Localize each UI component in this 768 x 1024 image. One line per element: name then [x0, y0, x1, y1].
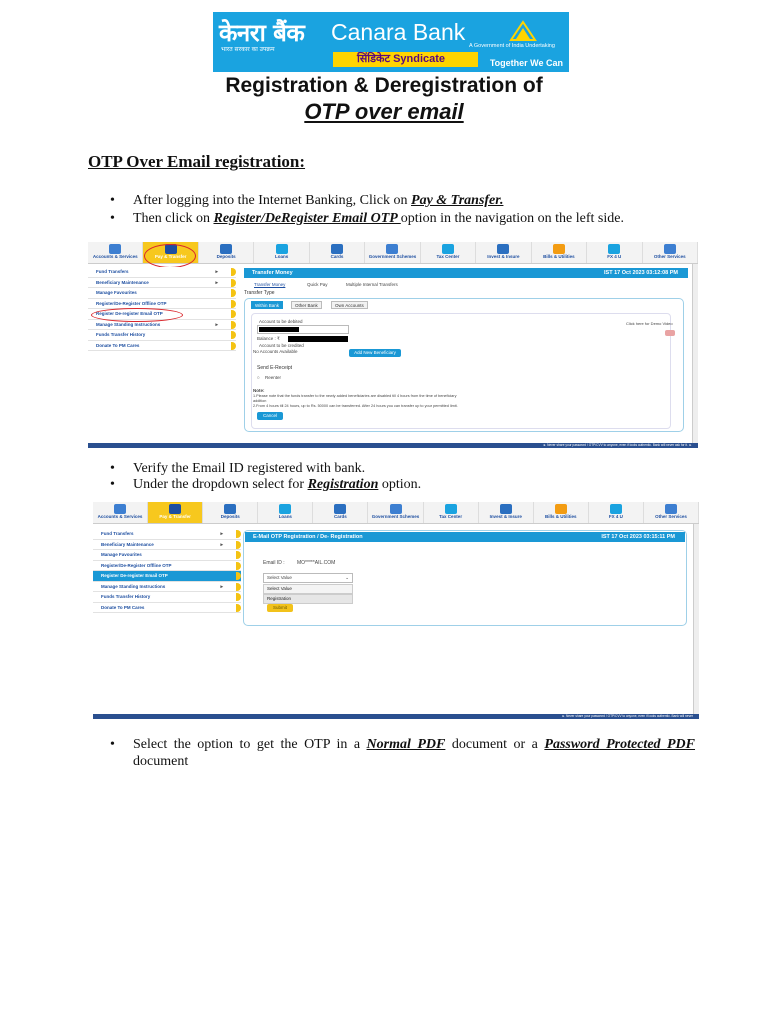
email-id-label: Email ID :: [263, 560, 285, 566]
redacted-value: [259, 327, 299, 332]
bullet-icon: •: [110, 737, 115, 752]
receipt-option-label: Reenter: [265, 375, 282, 380]
list-item: [110, 210, 695, 227]
chevron-right-icon: ▸: [215, 321, 218, 328]
panel-header: Transfer Money IST 17 Oct 2023 03:12:08 PM: [244, 268, 688, 278]
page-title: Registration & Deregistration of: [225, 74, 543, 97]
loan-icon: [276, 244, 288, 254]
nav-accounts-services[interactable]: Accounts & Services: [88, 242, 143, 263]
bullet-icon: •: [110, 461, 115, 476]
email-id-value: MO*****AIL.COM: [297, 560, 336, 566]
subtab-multiple-transfers[interactable]: Multiple Internal Transfers: [346, 282, 398, 287]
bullet-text: option.: [378, 477, 422, 492]
cancel-button[interactable]: Cancel: [257, 412, 283, 420]
invest-icon: [500, 504, 512, 514]
highlight-circle: [144, 244, 196, 268]
sidebar-item-transfer-history[interactable]: Funds Transfer History: [88, 330, 236, 341]
chevron-right-icon: ▸: [220, 541, 223, 548]
sidebar-item-fund-transfers[interactable]: Fund Transfers ▸: [93, 529, 241, 540]
bullet-text: Verify the Email ID registered with bank.: [133, 461, 366, 476]
sidebar-item-offline-otp[interactable]: Register/De-Register Offline OTP: [93, 561, 241, 572]
logo-hindi-name: केनरा बैंक: [219, 19, 305, 47]
highlight-circle: [91, 308, 183, 322]
send-receipt-label: Send E-Receipt: [257, 365, 293, 371]
card-icon: [334, 504, 346, 514]
deposit-icon: [220, 244, 232, 254]
nav-tax-center[interactable]: Tax Center: [421, 242, 476, 263]
canara-bank-logo: [213, 12, 569, 72]
timestamp: IST 17 Oct 2023 03:12:08 PM: [604, 270, 678, 276]
nav-tax-center[interactable]: Tax Center: [424, 502, 479, 523]
video-close-icon[interactable]: [665, 330, 675, 336]
add-beneficiary-button[interactable]: Add New Beneficiary: [349, 349, 401, 357]
transfer-arrows-icon: [169, 504, 181, 514]
bullet-text: After logging into the Internet Banking, Click on: [133, 193, 412, 208]
sidebar-item-favourites[interactable]: Manage Favourites: [93, 550, 241, 561]
nav-deposits[interactable]: Deposits: [199, 242, 254, 263]
gear-icon: [664, 244, 676, 254]
nav-invest-insure[interactable]: Invest & Insure: [479, 502, 534, 523]
nav-loans[interactable]: Loans: [254, 242, 309, 263]
nav-fx4u[interactable]: FX 4 U: [587, 242, 642, 263]
subtab-transfer-money[interactable]: Transfer Money: [254, 282, 286, 287]
fx4u-icon: [610, 504, 622, 514]
receipt-radio-icon[interactable]: ○: [257, 375, 260, 380]
subtab-quick-pay[interactable]: Quick Pay: [307, 282, 328, 287]
nav-loans[interactable]: Loans: [258, 502, 313, 523]
list-item: [110, 192, 695, 209]
bullet-text: Select the option to get the OTP in a: [133, 737, 367, 752]
sidebar-item-beneficiary[interactable]: Beneficiary Maintenance ▸: [88, 278, 236, 289]
chevron-right-icon: ▸: [215, 279, 218, 286]
nav-bills-utilities[interactable]: Bills & Utilities: [534, 502, 589, 523]
no-accounts-text: No Accounts Available: [253, 349, 298, 354]
nav-government-schemes[interactable]: Government Schemes: [368, 502, 423, 523]
logo-tagline: Together We Can: [489, 58, 563, 68]
bharat-billpay-icon: [555, 504, 567, 514]
bullet-text: document or a: [445, 737, 545, 752]
fx4u-icon: [608, 244, 620, 254]
sidebar-item-standing-instructions[interactable]: Manage Standing Instructions ▸: [93, 582, 241, 593]
transfer-type-label: Transfer Type: [244, 290, 275, 296]
canara-emblem-icon: [509, 20, 537, 42]
sidebar-item-standing-instructions[interactable]: Manage Standing Instructions ▸: [88, 320, 236, 331]
sidebar-item-email-otp[interactable]: Register De-register Email OTP: [88, 309, 236, 320]
timestamp: IST 17 Oct 2023 03:15:11 PM: [601, 534, 675, 540]
bullet-emphasis: Password Protected PDF: [544, 737, 696, 752]
sidebar-item-offline-otp[interactable]: Register/De-Register Offline OTP: [88, 299, 236, 310]
gear-icon: [665, 504, 677, 514]
dropdown-option[interactable]: Select Value: [263, 584, 353, 594]
sidebar-item-beneficiary[interactable]: Beneficiary Maintenance ▸: [93, 540, 241, 551]
government-icon: [390, 504, 402, 514]
note-line-1b: addition: [253, 399, 267, 403]
nav-deposits[interactable]: Deposits: [203, 502, 258, 523]
redacted-value: [288, 336, 348, 342]
chevron-right-icon: ▸: [215, 269, 218, 275]
chevron-right-icon: ▸: [220, 531, 223, 537]
nav-other-services[interactable]: Other Services: [643, 242, 698, 263]
bullet-emphasis: Register/DeRegister Email OTP: [213, 211, 401, 226]
tax-icon: [442, 244, 454, 254]
nav-pay-transfer[interactable]: Pay & Transfer: [148, 502, 203, 523]
bullet-text: Under the dropdown select for: [133, 477, 308, 492]
tab-other-bank[interactable]: Other Bank: [291, 301, 322, 309]
loan-icon: [279, 504, 291, 514]
list-item: [110, 476, 695, 493]
sidebar-item-pm-cares[interactable]: Donate To PM Cares: [88, 341, 236, 352]
nav-cards[interactable]: Cards: [313, 502, 368, 523]
bharat-billpay-icon: [553, 244, 565, 254]
logo-brand-name: Canara Bank: [331, 19, 466, 45]
sidebar-item-fund-transfers[interactable]: Fund Transfers ▸: [88, 267, 236, 278]
sidebar-item-transfer-history[interactable]: Funds Transfer History: [93, 592, 241, 603]
note-line-2: 2.From 4 hours till 24 hours, up to Rs. 50000 can be transferred. After 24 hours you can transfer up to your permitted limit.: [253, 404, 458, 408]
accounts-icon: [109, 244, 121, 254]
nav-government-schemes[interactable]: Government Schemes: [365, 242, 420, 263]
submit-button[interactable]: Submit: [267, 604, 293, 612]
nav-invest-insure[interactable]: Invest & Insure: [476, 242, 531, 263]
scrollbar[interactable]: [692, 264, 698, 444]
bullet-icon: •: [110, 211, 115, 226]
sidebar-item-email-otp[interactable]: Register De-register Email OTP: [93, 571, 241, 582]
nav-pay-transfer[interactable]: Pay & Transfer: [143, 242, 198, 263]
nav-accounts-services[interactable]: Accounts & Services: [93, 502, 148, 523]
registration-select[interactable]: Select Value ⌄: [263, 573, 353, 583]
bullet-text: option in the navigation on the left side.: [400, 211, 624, 226]
list-item: [110, 736, 695, 770]
balance-label: Balance : ₹: [257, 336, 280, 341]
bullet-text: document: [133, 754, 189, 769]
chevron-right-icon: ▸: [220, 583, 223, 590]
side-menu: [93, 529, 241, 613]
bullet-text: Then click on: [133, 211, 214, 226]
deposit-icon: [224, 504, 236, 514]
security-ticker: ► Never share your password / OTP/CVV to anyone, even if looks authentic. Bank will never: [93, 714, 699, 719]
top-navigation: [93, 502, 699, 524]
logo-syndicate: सिंडिकेट Syndicate: [333, 52, 478, 67]
dropdown-option-registration[interactable]: Registration: [263, 594, 353, 604]
tab-within-bank[interactable]: Within Bank: [251, 301, 283, 309]
tax-icon: [445, 504, 457, 514]
note-label: Note:: [253, 388, 265, 393]
demo-video-link[interactable]: Click here for Demo Video: [626, 321, 673, 326]
card-icon: [331, 244, 343, 254]
page-subtitle: OTP over email: [304, 99, 464, 124]
security-ticker: ► Never share your password / OTP/CVV to anyone, even if looks authentic. Bank will never ask for it. ►: [88, 443, 698, 448]
bullet-emphasis: Pay & Transfer.: [411, 193, 504, 208]
sidebar-item-favourites[interactable]: Manage Favourites: [88, 288, 236, 299]
government-icon: [386, 244, 398, 254]
account-debited-label: Account to be debited: [259, 319, 303, 324]
nav-fx4u[interactable]: FX 4 U: [589, 502, 644, 523]
screenshot-transfer-money: [88, 242, 698, 450]
bullet-emphasis: Normal PDF: [366, 737, 446, 752]
scrollbar[interactable]: [693, 524, 699, 714]
nav-other-services[interactable]: Other Services: [644, 502, 699, 523]
account-credited-label: Account to be credited: [259, 343, 304, 348]
sidebar-item-pm-cares[interactable]: Donate To PM Cares: [93, 603, 241, 614]
screenshot-email-otp-registration: [93, 502, 699, 722]
panel-header: E-Mail OTP Registration / De- Registration IST 17 Oct 2023 03:15:11 PM: [245, 532, 685, 542]
note-line-1: 1.Please note that the funds transfer to the newly added beneficiaries are disabled till 4 hours from the time of beneficiary: [253, 394, 457, 398]
bullet-emphasis: Registration: [307, 477, 379, 492]
logo-government-note: A Government of India Undertaking: [469, 43, 555, 49]
transfer-panel: [244, 298, 684, 432]
bullet-icon: •: [110, 193, 115, 208]
chevron-down-icon: ⌄: [345, 575, 349, 580]
list-item: [110, 460, 695, 477]
nav-cards[interactable]: Cards: [310, 242, 365, 263]
logo-hindi-tagline: भारत सरकार का उपक्रम: [221, 46, 275, 53]
invest-icon: [497, 244, 509, 254]
accounts-icon: [114, 504, 126, 514]
tab-own-accounts[interactable]: Own Accounts: [331, 301, 368, 309]
nav-bills-utilities[interactable]: Bills & Utilities: [532, 242, 587, 263]
section-heading: OTP Over Email registration:: [88, 152, 306, 171]
bullet-icon: •: [110, 477, 115, 492]
